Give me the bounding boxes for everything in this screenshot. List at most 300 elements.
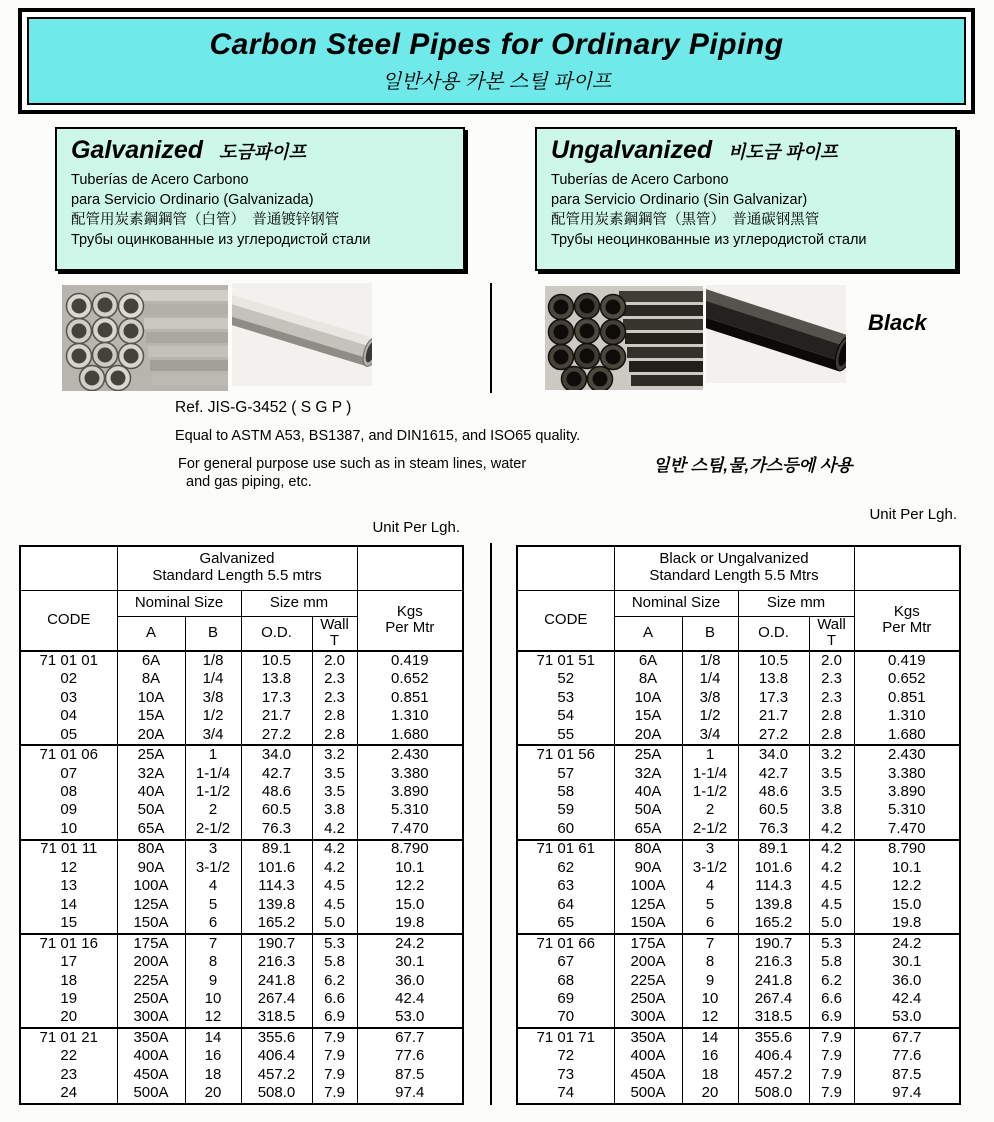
od-cell: 267.4 — [738, 990, 809, 1008]
nominal-b-cell: 2 — [185, 802, 241, 820]
table-row — [20, 914, 463, 934]
table-row — [517, 1084, 960, 1104]
kgs-cell: 53.0 — [854, 1009, 960, 1029]
od-cell: 114.3 — [241, 878, 312, 896]
od-cell: 139.8 — [738, 896, 809, 914]
table-title-line1: Black or Ungalvanized — [659, 550, 809, 568]
code-cell: 67 — [517, 953, 614, 971]
galvanized-pipes-image — [62, 285, 228, 391]
ungalvanized-title-en: Ungalvanized — [551, 136, 713, 164]
table-row — [517, 765, 960, 783]
nominal-b-cell: 18 — [682, 1066, 738, 1084]
black-label: Black — [868, 310, 927, 335]
page-title-korean: 일반사용 카본 스틸 파이프 — [381, 71, 612, 93]
kgs-cell: 0.652 — [357, 671, 463, 689]
title-box — [27, 17, 966, 105]
table-row — [20, 726, 463, 746]
nominal-a-cell: 50A — [614, 802, 682, 820]
nominal-a-cell: 150A — [614, 914, 682, 934]
col-wall-header — [312, 616, 357, 651]
wall-cell: 2.8 — [312, 707, 357, 725]
kgs-cell: 53.0 — [357, 1009, 463, 1029]
od-cell: 406.4 — [738, 1048, 809, 1066]
wall-cell: 2.3 — [809, 689, 854, 707]
od-cell: 10.5 — [738, 651, 809, 671]
table-row — [517, 914, 960, 934]
nominal-b-cell: 14 — [682, 1028, 738, 1048]
nominal-a-cell: 20A — [117, 726, 185, 746]
code-cell: 52 — [517, 671, 614, 689]
galvanized-desc-ru: Трубы оцинкованные из углеродистой стали — [71, 232, 371, 248]
nominal-b-cell: 20 — [682, 1084, 738, 1104]
nominal-b-cell: 7 — [185, 934, 241, 954]
od-cell: 48.6 — [738, 783, 809, 801]
nominal-b-cell: 5 — [185, 896, 241, 914]
page-title: Carbon Steel Pipes for Ordinary Piping — [209, 28, 784, 61]
od-cell: 267.4 — [241, 990, 312, 1008]
ref-standard-line: Ref. JIS-G-3452 ( S G P ) — [175, 399, 352, 416]
od-cell: 13.8 — [738, 671, 809, 689]
wall-cell: 2.8 — [312, 726, 357, 746]
od-cell: 34.0 — [241, 745, 312, 765]
nominal-b-cell: 3/8 — [682, 689, 738, 707]
wall-cell: 7.9 — [312, 1084, 357, 1104]
kgs-cell: 87.5 — [357, 1066, 463, 1084]
nominal-a-cell: 32A — [117, 765, 185, 783]
code-cell: 22 — [20, 1048, 117, 1066]
kgs-header-line1: Kgs — [893, 602, 920, 620]
nominal-a-cell: 8A — [614, 671, 682, 689]
nominal-a-cell: 500A — [614, 1084, 682, 1104]
table-row-group — [20, 745, 463, 839]
table-row — [20, 689, 463, 707]
table-row-group — [517, 745, 960, 839]
code-cell: 15 — [20, 914, 117, 934]
code-cell: 03 — [20, 689, 117, 707]
table-row — [517, 1066, 960, 1084]
nominal-b-cell: 1/2 — [185, 707, 241, 725]
kgs-cell: 24.2 — [357, 934, 463, 954]
nominal-b-cell: 1-1/4 — [682, 765, 738, 783]
nominal-b-cell: 1/4 — [682, 671, 738, 689]
kgs-cell: 67.7 — [357, 1028, 463, 1048]
code-cell: 71 01 16 — [20, 934, 117, 954]
wall-cell: 6.2 — [809, 972, 854, 990]
ungalvanized-desc-cjk: 配管用炭素鋼鋼管（黒管） 普通碳钢黑管 — [551, 212, 820, 228]
col-od-header: O.D. — [738, 616, 809, 651]
wall-cell: 5.0 — [312, 914, 357, 934]
nominal-a-cell: 175A — [117, 934, 185, 954]
kgs-cell: 30.1 — [357, 953, 463, 971]
code-cell: 07 — [20, 765, 117, 783]
wall-header-line1: Wall — [817, 615, 846, 633]
ungalvanized-title — [551, 136, 943, 165]
table-row — [20, 896, 463, 914]
table-row-group — [20, 840, 463, 934]
corner-cell — [517, 546, 614, 590]
kgs-cell: 97.4 — [357, 1084, 463, 1104]
wall-cell: 5.8 — [809, 953, 854, 971]
table-row — [20, 1066, 463, 1084]
code-cell: 71 01 21 — [20, 1028, 117, 1048]
wall-cell: 3.5 — [312, 783, 357, 801]
nominal-b-cell: 1 — [185, 745, 241, 765]
nominal-a-cell: 6A — [117, 651, 185, 671]
code-cell: 72 — [517, 1048, 614, 1066]
code-cell: 71 01 61 — [517, 840, 614, 860]
wall-cell: 3.2 — [312, 745, 357, 765]
nominal-b-cell: 1-1/4 — [185, 765, 241, 783]
code-cell: 62 — [517, 859, 614, 877]
nominal-a-cell: 250A — [117, 990, 185, 1008]
nominal-a-cell: 20A — [614, 726, 682, 746]
code-cell: 12 — [20, 859, 117, 877]
galvanized-desc-es2: para Servicio Ordinario (Galvanizada) — [71, 192, 314, 208]
od-cell: 318.5 — [241, 1009, 312, 1029]
galvanized-header-box — [55, 127, 465, 271]
kgs-cell: 67.7 — [854, 1028, 960, 1048]
od-cell: 318.5 — [738, 1009, 809, 1029]
table-row — [517, 934, 960, 954]
wall-cell: 2.8 — [809, 726, 854, 746]
od-cell: 114.3 — [738, 878, 809, 896]
wall-header-line2: T — [826, 632, 837, 650]
wall-cell: 3.5 — [809, 765, 854, 783]
od-cell: 241.8 — [738, 972, 809, 990]
table-row — [517, 896, 960, 914]
table-row — [20, 671, 463, 689]
wall-cell: 5.3 — [809, 934, 854, 954]
nominal-b-cell: 1-1/2 — [185, 783, 241, 801]
od-cell: 216.3 — [738, 953, 809, 971]
od-cell: 165.2 — [738, 914, 809, 934]
center-divider-bottom — [490, 543, 492, 1105]
code-cell: 71 01 01 — [20, 651, 117, 671]
nominal-b-cell: 18 — [185, 1066, 241, 1084]
table-row — [517, 990, 960, 1008]
od-cell: 190.7 — [738, 934, 809, 954]
ungalvanized-desc-es2: para Servicio Ordinario (Sin Galvanizar) — [551, 192, 808, 208]
kgs-cell: 1.310 — [854, 707, 960, 725]
nominal-b-cell: 10 — [682, 990, 738, 1008]
code-cell: 13 — [20, 878, 117, 896]
kgs-cell: 77.6 — [357, 1048, 463, 1066]
table-row — [517, 972, 960, 990]
wall-cell: 7.9 — [312, 1028, 357, 1048]
kgs-cell: 1.680 — [854, 726, 960, 746]
code-cell: 02 — [20, 671, 117, 689]
kgs-cell: 36.0 — [357, 972, 463, 990]
nominal-a-cell: 65A — [614, 820, 682, 840]
black-single-pipe-image — [706, 285, 846, 383]
wall-cell: 3.8 — [809, 802, 854, 820]
table-title — [614, 546, 854, 590]
nominal-b-cell: 2 — [682, 802, 738, 820]
table-row — [20, 1048, 463, 1066]
nominal-a-cell: 125A — [614, 896, 682, 914]
wall-cell: 6.2 — [312, 972, 357, 990]
table-row — [517, 689, 960, 707]
table-row-group — [517, 934, 960, 1028]
galvanized-single-pipe-photo — [232, 283, 372, 386]
code-cell: 05 — [20, 726, 117, 746]
wall-cell: 7.9 — [809, 1048, 854, 1066]
code-cell: 18 — [20, 972, 117, 990]
wall-cell: 4.2 — [809, 840, 854, 860]
od-cell: 17.3 — [738, 689, 809, 707]
col-b-header: B — [682, 616, 738, 651]
kgs-cell: 5.310 — [854, 802, 960, 820]
od-cell: 60.5 — [241, 802, 312, 820]
nominal-b-cell: 3/4 — [185, 726, 241, 746]
nominal-b-cell: 16 — [185, 1048, 241, 1066]
kgs-per-mtr-header — [357, 590, 463, 651]
code-cell: 53 — [517, 689, 614, 707]
col-wall-header — [809, 616, 854, 651]
code-cell: 60 — [517, 820, 614, 840]
nominal-a-cell: 225A — [117, 972, 185, 990]
od-cell: 216.3 — [241, 953, 312, 971]
kgs-cell: 3.380 — [357, 765, 463, 783]
center-divider-top — [490, 283, 492, 393]
wall-cell: 2.3 — [312, 671, 357, 689]
kgs-cell: 0.652 — [854, 671, 960, 689]
wall-cell: 3.2 — [809, 745, 854, 765]
od-cell: 27.2 — [241, 726, 312, 746]
unit-per-length-label-right: Unit Per Lgh. — [869, 506, 957, 523]
nominal-a-cell: 400A — [117, 1048, 185, 1066]
nominal-b-cell: 14 — [185, 1028, 241, 1048]
col-a-header: A — [614, 616, 682, 651]
kgs-header-line1: Kgs — [396, 602, 423, 620]
table-row — [517, 707, 960, 725]
od-cell: 406.4 — [241, 1048, 312, 1066]
nominal-b-cell: 3/4 — [682, 726, 738, 746]
wall-cell: 4.2 — [312, 820, 357, 840]
table-row — [517, 651, 960, 671]
od-cell: 21.7 — [241, 707, 312, 725]
table-row — [517, 671, 960, 689]
od-cell: 89.1 — [738, 840, 809, 860]
code-cell: 23 — [20, 1066, 117, 1084]
galvanized-pipes-photo — [62, 285, 228, 391]
nominal-a-cell: 25A — [614, 745, 682, 765]
code-cell: 64 — [517, 896, 614, 914]
ungalvanized-desc-ru: Трубы неоцинкованные из углеродистой стали — [551, 232, 867, 248]
table-row — [517, 745, 960, 765]
table-row — [517, 1028, 960, 1048]
table-row — [20, 878, 463, 896]
wall-cell: 7.9 — [312, 1066, 357, 1084]
wall-cell: 5.8 — [312, 953, 357, 971]
nominal-b-cell: 5 — [682, 896, 738, 914]
od-cell: 457.2 — [738, 1066, 809, 1084]
od-cell: 42.7 — [241, 765, 312, 783]
galvanized-title-ko: 도금파이프 — [219, 142, 306, 162]
kgs-per-mtr-header — [854, 590, 960, 651]
unit-per-length-label-left: Unit Per Lgh. — [372, 519, 460, 536]
wall-cell: 2.0 — [809, 651, 854, 671]
table-row — [20, 1084, 463, 1104]
wall-cell: 7.9 — [809, 1028, 854, 1048]
nominal-a-cell: 200A — [117, 953, 185, 971]
od-cell: 34.0 — [738, 745, 809, 765]
nominal-a-cell: 250A — [614, 990, 682, 1008]
kgs-cell: 3.890 — [854, 783, 960, 801]
kgs-cell: 19.8 — [854, 914, 960, 934]
code-cell: 24 — [20, 1084, 117, 1104]
title-frame — [18, 8, 975, 114]
code-cell: 17 — [20, 953, 117, 971]
nominal-b-cell: 1/8 — [682, 651, 738, 671]
nominal-b-cell: 12 — [185, 1009, 241, 1029]
od-cell: 76.3 — [241, 820, 312, 840]
nominal-b-cell: 1/8 — [185, 651, 241, 671]
kgs-cell: 0.419 — [357, 651, 463, 671]
kgs-cell: 8.790 — [357, 840, 463, 860]
nominal-a-cell: 10A — [117, 689, 185, 707]
table-title-line1: Galvanized — [199, 550, 275, 568]
table-row — [517, 840, 960, 860]
kgs-cell: 24.2 — [854, 934, 960, 954]
nominal-a-cell: 500A — [117, 1084, 185, 1104]
code-cell: 71 01 66 — [517, 934, 614, 954]
size-mm-header: Size mm — [738, 590, 854, 616]
table-row — [20, 990, 463, 1008]
table-row — [20, 1028, 463, 1048]
nominal-a-cell: 90A — [614, 859, 682, 877]
od-cell: 241.8 — [241, 972, 312, 990]
table-row — [20, 651, 463, 671]
od-cell: 17.3 — [241, 689, 312, 707]
od-cell: 165.2 — [241, 914, 312, 934]
code-cell: 73 — [517, 1066, 614, 1084]
table-row — [20, 934, 463, 954]
nominal-a-cell: 350A — [117, 1028, 185, 1048]
od-cell: 190.7 — [241, 934, 312, 954]
wall-cell: 2.8 — [809, 707, 854, 725]
od-cell: 42.7 — [738, 765, 809, 783]
od-cell: 101.6 — [738, 859, 809, 877]
wall-cell: 6.6 — [809, 990, 854, 1008]
black-ungalvanized-table — [516, 545, 961, 1105]
od-cell: 508.0 — [241, 1084, 312, 1104]
od-cell: 27.2 — [738, 726, 809, 746]
purpose-korean: 일반 스팀,물,가스등에 사용 — [653, 456, 853, 475]
table-row — [517, 859, 960, 877]
nominal-b-cell: 20 — [185, 1084, 241, 1104]
code-cell: 63 — [517, 878, 614, 896]
table-title — [117, 546, 357, 590]
kgs-cell: 1.310 — [357, 707, 463, 725]
kgs-cell: 42.4 — [854, 990, 960, 1008]
kgs-cell: 0.851 — [854, 689, 960, 707]
nominal-a-cell: 50A — [117, 802, 185, 820]
kgs-cell: 3.890 — [357, 783, 463, 801]
nominal-a-cell: 125A — [117, 896, 185, 914]
nominal-b-cell: 12 — [682, 1009, 738, 1029]
col-od-header: O.D. — [241, 616, 312, 651]
code-cell: 71 01 11 — [20, 840, 117, 860]
galvanized-desc-cjk: 配管用炭素鋼鋼管（白管） 普通镀锌钢管 — [71, 212, 340, 228]
code-column-header: CODE — [20, 590, 117, 651]
nominal-a-cell: 450A — [614, 1066, 682, 1084]
code-column-header: CODE — [517, 590, 614, 651]
nominal-a-cell: 25A — [117, 745, 185, 765]
od-cell: 355.6 — [738, 1028, 809, 1048]
nominal-b-cell: 2-1/2 — [682, 820, 738, 840]
nominal-a-cell: 225A — [614, 972, 682, 990]
nominal-a-cell: 450A — [117, 1066, 185, 1084]
nominal-b-cell: 1/2 — [682, 707, 738, 725]
kgs-cell: 8.790 — [854, 840, 960, 860]
nominal-b-cell: 8 — [682, 953, 738, 971]
kgs-cell: 0.419 — [854, 651, 960, 671]
kgs-cell: 7.470 — [854, 820, 960, 840]
kgs-cell: 87.5 — [854, 1066, 960, 1084]
nominal-b-cell: 6 — [682, 914, 738, 934]
od-cell: 13.8 — [241, 671, 312, 689]
wall-cell: 6.6 — [312, 990, 357, 1008]
code-cell: 55 — [517, 726, 614, 746]
black-pipes-photo — [545, 286, 703, 390]
od-cell: 139.8 — [241, 896, 312, 914]
kgs-cell: 10.1 — [357, 859, 463, 877]
code-cell: 14 — [20, 896, 117, 914]
nominal-b-cell: 1 — [682, 745, 738, 765]
code-cell: 59 — [517, 802, 614, 820]
od-cell: 101.6 — [241, 859, 312, 877]
galvanized-single-pipe-image — [232, 283, 372, 386]
nominal-b-cell: 8 — [185, 953, 241, 971]
nominal-a-cell: 10A — [614, 689, 682, 707]
nominal-size-header: Nominal Size — [614, 590, 738, 616]
nominal-a-cell: 80A — [117, 840, 185, 860]
kgs-cell: 10.1 — [854, 859, 960, 877]
nominal-a-cell: 6A — [614, 651, 682, 671]
nominal-b-cell: 16 — [682, 1048, 738, 1066]
table-row-group — [517, 1028, 960, 1104]
galvanized-title — [71, 136, 451, 165]
code-cell: 57 — [517, 765, 614, 783]
code-cell: 10 — [20, 820, 117, 840]
od-cell: 21.7 — [738, 707, 809, 725]
nominal-a-cell: 300A — [614, 1009, 682, 1029]
table-row — [517, 802, 960, 820]
wall-cell: 2.3 — [312, 689, 357, 707]
od-cell: 76.3 — [738, 820, 809, 840]
table-row — [20, 765, 463, 783]
code-cell: 70 — [517, 1009, 614, 1029]
wall-cell: 4.2 — [312, 840, 357, 860]
table-row-group — [517, 840, 960, 934]
nominal-a-cell: 40A — [614, 783, 682, 801]
table-row-group — [20, 651, 463, 745]
kgs-cell: 12.2 — [357, 878, 463, 896]
kgs-cell: 42.4 — [357, 990, 463, 1008]
galvanized-title-en: Galvanized — [71, 136, 203, 164]
wall-cell: 4.2 — [809, 859, 854, 877]
code-cell: 71 01 71 — [517, 1028, 614, 1048]
corner-cell — [20, 546, 117, 590]
kgs-cell: 36.0 — [854, 972, 960, 990]
nominal-a-cell: 65A — [117, 820, 185, 840]
table-row — [20, 745, 463, 765]
kgs-cell: 2.430 — [854, 745, 960, 765]
ungalvanized-title-ko: 비도금 파이프 — [728, 142, 838, 162]
galvanized-table — [19, 545, 464, 1105]
table-row-group — [20, 934, 463, 1028]
